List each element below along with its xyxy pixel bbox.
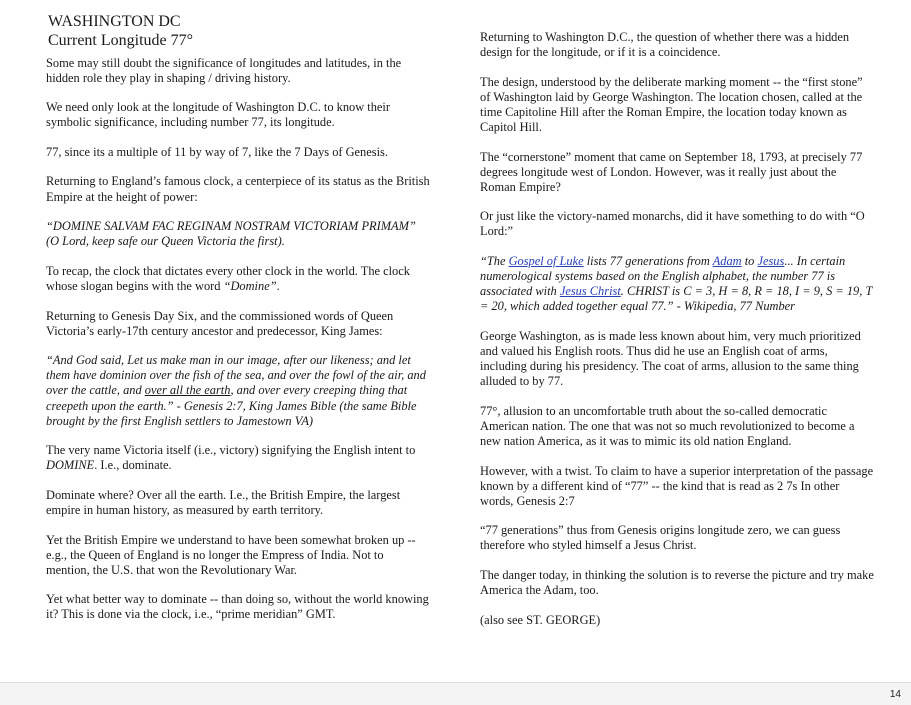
text-run: lists 77 generations from <box>583 254 713 269</box>
paragraph: We need only look at the longitude of Washington D.C. to know their symbolic significance, including number 77, its longitude. <box>46 100 390 130</box>
page-footer <box>0 682 911 705</box>
text-run: To recap, the clock that dictates every other clock in the world. The clock whose slogan begins with the word <box>46 263 410 293</box>
text-run: “The <box>480 254 509 269</box>
domine-word: DOMINE <box>46 458 95 473</box>
paragraph: 77, since its a multiple of 11 by way of 7, like the 7 Days of Genesis. <box>46 144 388 159</box>
right-column <box>480 30 875 642</box>
text-run: . I.e., dominate. <box>94 458 172 473</box>
page-number: 14 <box>889 689 901 700</box>
paragraph: Dominate where? Over all the earth. I.e., the British Empire, the largest empire in human history, as measured by earth territory. <box>46 487 401 517</box>
underlined-phrase: over all the earth <box>144 383 231 398</box>
clock-inscription-quote: “DOMINE SALVAM FAC REGINAM NOSTRAM VICTORIAM PRIMAM” (O Lord, keep safe our Queen Victoria the first). <box>46 219 416 249</box>
text-run: , and over every creeping thing that creepeth upon the earth.” - Genesis 2:7, King James Bible (the same Bible brought by the first English settlers to Jamestown VA) <box>46 383 417 428</box>
paragraph: 77°, allusion to an uncomfortable truth about the so-called democratic American nation. The one that was not so much revolutionized to become a new nation America, as it was to mimic its old nation England. <box>480 403 855 448</box>
paragraph: Returning to Washington D.C., the question of whether there was a hidden design for the longitude, or if it is a coincidence. <box>480 30 850 60</box>
paragraph: Returning to Genesis Day Six, and the commissioned words of Queen Victoria’s early-17th century ancestor and predecessor, King James: <box>46 308 394 338</box>
paragraph <box>46 264 430 294</box>
paragraph <box>46 443 430 473</box>
genesis-quote <box>46 353 430 428</box>
paragraph: George Washington, as is made less known about him, very much prioritized and valued his English roots. Thus did he use an English coat of arms, including during his presidency. The coat of arms, allusion to the same thing alluded to by 77. <box>480 328 861 389</box>
text-run: ... In certain numerological systems based on the English alphabet, the number 77 is associated with <box>480 254 846 299</box>
jesus-link[interactable]: Jesus <box>757 254 785 269</box>
gospel-of-luke-link[interactable]: Gospel of Luke <box>508 254 584 269</box>
text-run: to <box>741 254 758 269</box>
paragraph: Or just like the victory-named monarchs, did it have something to do with “O Lord:” <box>480 209 865 239</box>
jesus-christ-link[interactable]: Jesus Christ <box>559 284 621 299</box>
see-also-note: (also see ST. GEORGE) <box>480 612 601 627</box>
adam-link[interactable]: Adam <box>712 254 742 269</box>
paragraph: The design, understood by the deliberate marking moment -- the “first stone” of Washington laid by George Washington. The location chosen, called at the time Capitoline Hill after the Roman Empire, the location today known as Capitol Hill. <box>480 74 863 134</box>
paragraph: “77 generations” thus from Genesis origins longitude zero, we can guess therefore who styled himself a Jesus Christ. <box>480 523 841 553</box>
paragraph: The danger today, in thinking the solution is to reverse the picture and try make America the Adam, too. <box>480 568 874 598</box>
text-run: The very name Victoria itself (i.e., victory) signifying the English intent to <box>46 443 416 458</box>
text-run: . CHRIST is C = 3, H = 8, R = 18, I = 9, S = 19, T = 20, which added together equal 77.” - Wikipedia, 77 Number <box>480 284 873 314</box>
title-line-1: WASHINGTON DC <box>48 13 181 30</box>
paragraph: Some may still doubt the significance of longitudes and latitudes, in the hidden role they play in shaping / driving history. <box>46 56 402 86</box>
domine-word: “Domine” <box>223 278 277 293</box>
text-run: . <box>276 278 280 293</box>
paragraph: Returning to England’s famous clock, a centerpiece of its status as the British Empire at the height of power: <box>46 174 430 204</box>
page-title <box>48 12 430 50</box>
paragraph: Yet the British Empire we understand to have been somewhat broken up -- e.g., the Queen of England is no longer the Empress of India. Not to mention, the U.S. that won the Revolutionary War. <box>46 532 416 577</box>
paragraph: Yet what better way to dominate -- than doing so, without the world knowing it? This is done via the clock, i.e., “prime meridian” GMT. <box>46 592 429 622</box>
left-column <box>46 12 430 637</box>
title-line-2: Current Longitude 77° <box>48 32 194 49</box>
paragraph: The “cornerstone” moment that came on September 18, 1793, at precisely 77 degrees longitude west of London. However, was it really just about the Roman Empire? <box>480 149 863 194</box>
paragraph: However, with a twist. To claim to have a superior interpretation of the passage known by a different kind of “77” -- the kind that is read as 2 7s In other words, Genesis 2:7 <box>480 463 874 508</box>
wikipedia-quote <box>480 254 875 314</box>
text-run: “And God said, Let us make man in our image, after our likeness; and let them have dominion over the fish of the sea, and over the fowl of the air, and over the cattle, and <box>46 353 426 398</box>
